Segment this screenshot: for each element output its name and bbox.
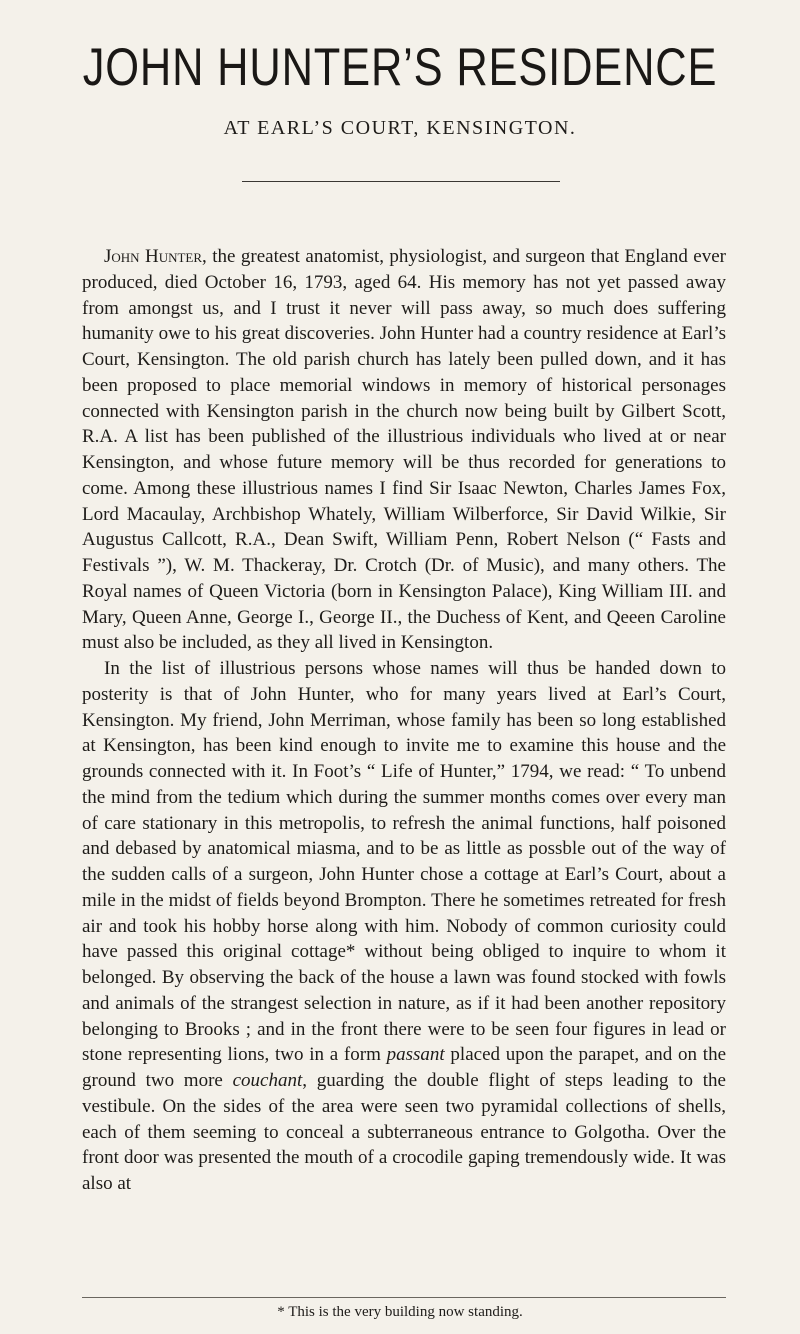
article-body [82,244,726,1197]
page-subtitle: AT EARL’S COURT, KENSINGTON. [223,117,577,139]
paragraph-2 [82,656,726,1197]
paragraph-2-text-a: In the list of illustrious persons whose names will thus be handed down to posterity is that of John Hunter, who for many years lived at Earl’s Court, Kensington. My friend, John Merriman, whose family has been so long established at Kensington, has been kind enough to invite me to examine this house and the grounds connected with it. In Foot’s “ Life of Hunter,” 1794, we read: “ To unbend the mind from the tedium which during the summer months comes over every man of care stationary in this metropolis, to refresh the animal functions, half poisoned and debased by anatomical miasma, and to be as little as possble out of the way of the sudden calls of a surgeon, John Hunter chose a cottage at Earl’s Court, about a mile in the midst of fields beyond Brompton. There he sometimes retreated for fresh air and took his hobby horse along with him. Nobody of common curiosity could have passed this original cottage* without being obliged to inquire to whom it belonged. By observing the back of the house a lawn was found stocked with fowls and animals of the strangest selection in nature, as if it had been another repository belonging to Brooks ; and in the front there were to be seen four figures in lead or stone representing lions, two in a form [82,658,726,1066]
page-title: JOHN HUNTER’S RESIDENCE [82,38,718,97]
italic-couchant: couchant [232,1070,303,1091]
title-divider [242,181,560,182]
paragraph-1 [82,244,726,656]
footnote-divider [82,1297,726,1298]
paragraph-2-text-b: placed upon the parapet, and on the ground two more [82,1044,726,1091]
paragraph-1-text: , the greatest anatomist, physiologist, and surgeon that England ever produced, died October 16, 1793, aged 64. His memory has not yet passed away from amongst us, and I trust it never will pass away, so much does suffering humanity owe to his great discoveries. John Hunter had a country residence at Earl’s Court, Kensington. The old parish church has lately been pulled down, and it has been proposed to place memorial windows in memory of historical personages connected with Kensington parish in the church now being built by Gilbert Scott, R.A. A list has been published of the illustrious individuals who lived at or near Kensington, and whose future memory will be thus recorded for generations to come. Among these illustrious names I find Sir Isaac Newton, Charles James Fox, Lord Macaulay, Archbishop Whately, William Wilberforce, Sir David Wilkie, Sir Augustus Callcott, R.A., Dean Swift, William Penn, Robert Nelson (“ Fasts and Festivals ”), W. M. Thackeray, Dr. Crotch (Dr. of Music), and many others. The Royal names of Queen Victoria (born in Kensington Palace), King William III. and Mary, Queen Anne, George I., George II., the Duchess of Kent, and Qeeen Caroline must also be included, as they all lived in Kensington. [82,246,726,654]
italic-passant: passant [386,1044,445,1066]
paragraph-2-text-c: , guarding the double flight of steps leading to the vestibule. On the sides of the area were seen two pyramidal collections of shells, each of them seeming to conceal a subterraneous entrance to Golgotha. Over the front door was presented the mouth of a crocodile gaping tremendously wide. It was also at [82,1070,726,1194]
footnote: * This is the very building now standing. [277,1304,523,1320]
paragraph-1-lead: John Hunter [104,246,203,267]
